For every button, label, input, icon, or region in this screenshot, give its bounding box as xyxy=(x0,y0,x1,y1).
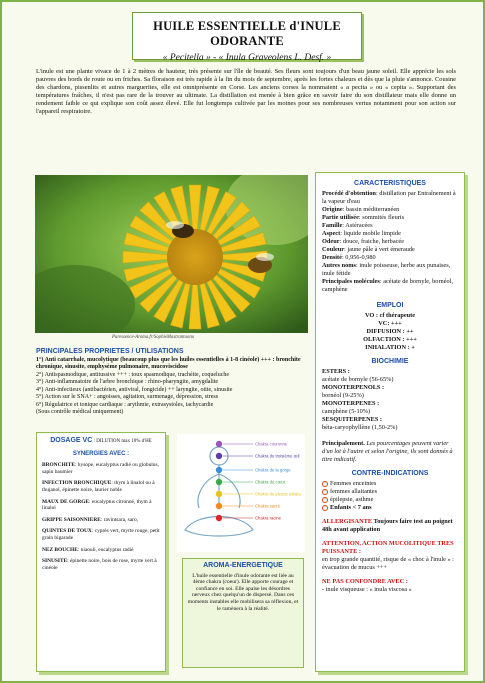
carac-text: : inule poisseuse, herbe aux punaises, inule fétide xyxy=(322,262,451,277)
synergie-item xyxy=(42,528,160,541)
carac-label: Procédé d'obtention xyxy=(322,190,376,197)
chakra-dot xyxy=(216,479,222,485)
biochimie-heading: BIOCHIMIE xyxy=(371,358,409,365)
chakra-label: Chakra du cœur xyxy=(255,479,286,485)
allergisante-note xyxy=(322,518,458,534)
attention-label: ATTENTION, ACTION MUCOLITIQUE TRES PUISSANTE : xyxy=(322,540,454,555)
carac-label: Origine xyxy=(322,206,343,213)
contre-text: épilepsie, asthme xyxy=(330,496,374,503)
confondre-label: NE PAS CONFONDRE AVEC : xyxy=(322,578,408,585)
carac-text: : liquide mobile limpide xyxy=(340,230,401,237)
emploi-item: VC: +++ xyxy=(378,320,402,327)
intro-paragraph: L'inule est une plante vivace de 1 à 2 mètres de hauteur, très présente sur l'île de beauté. Ses fleurs sont toujours d'un beau jaune soleil. Elle apprécie les sols pauvres des bords de route ou en friches. Sa floraison est très rapide à la fin du mois de septembre, après les fortes chaleurs et dès que la pluie s'annonce. Cousine des chardons, pissenlits et autres marguerites, elle est omniprésente en Corse. Les anciens corses la nommaient « a pecita » ou « cepita ». Supportant des températures fraîches, il n'est pas rare de la trouver au ultimate. La distillation est menée à bien grâce en savoir faire du son distillateur mais elle donne un rendement faible ce qui explique son coût assez élevé. Elle fut longtemps cultivée par les moines pour ses nombreuses vertus notamment pour son action sur l'appareil respiratoire. xyxy=(36,68,456,116)
propriete-item: 5°) Action sur le SNA+ : angoisses, agitation, surmenage, dépression, stress xyxy=(36,394,219,400)
synergie-label: INFECTION BRONCHIQUE xyxy=(42,480,112,487)
carac-text: : 0,956-0,980 xyxy=(341,254,376,261)
carac-item xyxy=(322,206,458,214)
synergie-label: QUINTES DE TOUX xyxy=(42,528,92,535)
allergisante-text: Toujours faire test au poignet 48h avant application xyxy=(322,518,453,533)
right-column xyxy=(315,172,465,672)
principle-note xyxy=(322,440,458,464)
carac-text: : distillation par Entraînement à la vapeur d'eau xyxy=(322,190,456,205)
chakra-diagram xyxy=(177,434,305,552)
synergie-text: : ravintsara, saro, xyxy=(100,516,138,523)
biochimie-label: SESQUITERPENES : xyxy=(322,416,383,423)
carac-text: : acétate de bornyle, bornéol, camphène xyxy=(322,278,453,293)
synergie-item xyxy=(42,499,160,512)
carac-label: Couleur xyxy=(322,246,345,253)
chakra-dot xyxy=(216,491,222,497)
emploi-item: VO : cf thérapeute xyxy=(364,312,416,319)
synergie-item xyxy=(42,558,160,571)
carac-text: : douce, fraiche, herbacée xyxy=(339,238,405,245)
contre-text: Femmes enceintes xyxy=(330,480,377,487)
contre-item xyxy=(322,496,458,504)
dosage-dilution: : DILUTION max 10% d'HE xyxy=(93,439,152,444)
propriete-note: (Sous contrôle médical uniquement) xyxy=(36,409,124,415)
biochimie-label: ESTERS : xyxy=(322,368,350,375)
biochimie-text: acétate de bornyle (56-65%) xyxy=(322,376,394,383)
page-subtitle: « Pecitella » - « Inula Graveolens L. Desf. » xyxy=(162,53,332,63)
propriete-item: 6°) Régulatrice et tonique cardiaque : arythmie, extrasystoles, tachycardie xyxy=(36,401,214,408)
chakra-label: Chakra du troisième œil xyxy=(255,453,300,459)
carac-label: Principales molécules xyxy=(322,278,380,285)
synergie-label: MAUX DE GORGE xyxy=(42,498,90,505)
chakra-label: Chakra du plexus solaire xyxy=(255,491,302,497)
synergie-item xyxy=(42,462,160,475)
chakra-label: Chakra de la gorge xyxy=(255,467,291,473)
synergie-text: : eucalyptus citronné, thym à linalol xyxy=(42,498,152,512)
contre-text: femmes allaitantes xyxy=(330,488,378,495)
propriete-item: 3°) Anti-inflammatoire de l'arbre bronchique : rhino-pharyngite, amygdalite xyxy=(36,379,219,385)
synergie-label: GRIPPE SAISONNIERE xyxy=(42,516,101,523)
synergie-text: : thym à linalol ou à thujanol, épinette noire, laurier noble xyxy=(42,480,155,493)
synergie-item xyxy=(42,547,160,554)
aroma-card xyxy=(182,558,304,668)
emploi-heading: EMPLOI xyxy=(376,302,404,309)
biochimie-label: MONOTERPENES : xyxy=(322,400,380,407)
allergisante-label: ALLERGISANTE xyxy=(322,518,373,525)
carac-label: Odeur xyxy=(322,238,340,245)
title-box xyxy=(132,12,362,63)
warning-icon: ! xyxy=(322,481,328,487)
meditation-figure-icon xyxy=(177,434,305,552)
carac-item xyxy=(322,222,458,230)
biochimie-text: bornéol (9-25%) xyxy=(322,392,364,399)
carac-item xyxy=(322,246,458,254)
chakra-label: Chakra couronne xyxy=(255,441,288,447)
biochimie-label: MONOTERPENOLS : xyxy=(322,384,385,391)
chakra-dot xyxy=(216,515,222,521)
carac-text: : Astéracées xyxy=(342,222,373,229)
synergie-label: NEZ BOUCHE xyxy=(42,546,78,553)
carac-label: Famille xyxy=(322,222,343,229)
carac-item xyxy=(322,254,458,262)
propriete-item: 1°) Anti catarrhale, mucolytique (beaucoup plus que les huiles essentielles à 1-8 cinéole) +++ : bronchite chronique, sinusite, emphysème pulmonaire, mucoviscidose xyxy=(36,356,301,370)
principle-label: Principalement. xyxy=(322,440,365,447)
carac-label: Aspect xyxy=(322,230,341,237)
propriete-item: 4°) Anti-infectieux (antibactérien, antiviral, fongicide) ++ laryngite, otite, sinusite xyxy=(36,386,233,393)
carac-text: : jaune pâle à vert émeraude xyxy=(344,246,415,253)
attention-text: en trop grande quantité, risque de « choc à l'inule » : évacuation de mucus +++ xyxy=(322,556,454,571)
aroma-heading: AROMA-ENERGETIQUE xyxy=(203,562,283,569)
synergie-text: : épinette noire, bois de rose, myrte vert à cinéole xyxy=(42,558,157,571)
carac-item xyxy=(322,230,458,238)
warning-icon: ! xyxy=(322,497,328,503)
dosage-card xyxy=(36,432,166,672)
carac-item xyxy=(322,214,458,222)
warning-icon: ! xyxy=(322,505,328,511)
aroma-text: L'huile essentielle d'inule odorante est liée au 4ème chakra (coeur). Elle apporte courage et confiance en soi. Elle apaise les désordres nerveux chez quelqu'un de dispersé. Dans ces moments instables elle mobilisera sa réflexion, et le ramènera à la réalité. xyxy=(187,572,299,612)
chakra-dot xyxy=(216,503,222,509)
emploi-item: INHALATION : + xyxy=(365,344,415,351)
carac-label: Autres noms xyxy=(322,262,356,269)
synergie-item xyxy=(42,480,160,493)
propriete-item: 2°) Antispasmodique, antitussive +++ : toux spasmodique, trachéite, coqueluche xyxy=(36,371,230,378)
flower-photo xyxy=(35,175,308,333)
carac-text: : bassin méditerranéen xyxy=(342,206,400,213)
synergie-text: : hysope, eucalyptus radié ou globulus, sapin baumier xyxy=(42,462,159,475)
carac-item xyxy=(322,238,458,246)
contre-item xyxy=(322,488,458,496)
contre-text: Enfants < 7 ans xyxy=(330,504,372,511)
emploi-item: DIFFUSION : ++ xyxy=(366,328,414,335)
synergie-label: BRONCHITE xyxy=(42,462,75,469)
carac-item xyxy=(322,190,458,206)
synergie-text: : cyprès vert, myrte rouge, petit grain bigarade xyxy=(42,528,160,541)
carac-item xyxy=(322,278,458,294)
chakra-label: Chakra sacré xyxy=(255,503,280,509)
carac-label: Partie utilisée xyxy=(322,214,359,221)
flower-petals xyxy=(123,185,267,329)
principle-text: Les pourcentages peuvent varier d'un lot à l'autre et selon l'origine, ils sont donnés à titre indicatif. xyxy=(322,440,453,463)
dosage-heading: DOSAGE VC xyxy=(50,437,93,444)
page-title: HUILE ESSENTIELLE d'INULE ODORANTE xyxy=(153,19,341,48)
photo-credit: Puressence-Aroma.fr/SophieMastrantuono xyxy=(112,335,195,340)
carac-item xyxy=(322,262,458,278)
confondre-text: - inule visqueuse : « inula viscosa » xyxy=(322,586,412,593)
carac-text: : sommités fleuris xyxy=(358,214,405,221)
synergies-heading: SYNERGIES AVEC : xyxy=(72,450,130,457)
carac-label: Densité xyxy=(322,254,342,261)
warning-icon: ! xyxy=(322,489,328,495)
synergie-label: SINUSITE xyxy=(42,558,68,565)
chakra-dot xyxy=(216,441,222,447)
caracteristiques-heading: CARACTERISTIQUES xyxy=(354,180,426,187)
emploi-item: OLFACTION : +++ xyxy=(363,336,417,343)
biochimie-text: béta-caryophyllène (1,50-2%) xyxy=(322,424,398,431)
chakra-dot xyxy=(216,453,222,459)
chakra-dot xyxy=(216,467,222,473)
flower-image xyxy=(35,175,308,333)
synergie-text: : niaouli, eucalyptus radié xyxy=(77,546,134,553)
contre-item xyxy=(322,504,458,512)
contre-heading: CONTRE-INDICATIONS xyxy=(351,470,429,477)
biochimie-text: camphène (5-10%) xyxy=(322,408,371,415)
contre-item xyxy=(322,480,458,488)
chakra-label: Chakra racine xyxy=(255,515,282,521)
proprietes-heading: PRINCIPALES PROPRIETES / UTILISATIONS xyxy=(36,348,184,355)
synergie-item xyxy=(42,517,160,524)
proprietes-section xyxy=(36,348,306,417)
